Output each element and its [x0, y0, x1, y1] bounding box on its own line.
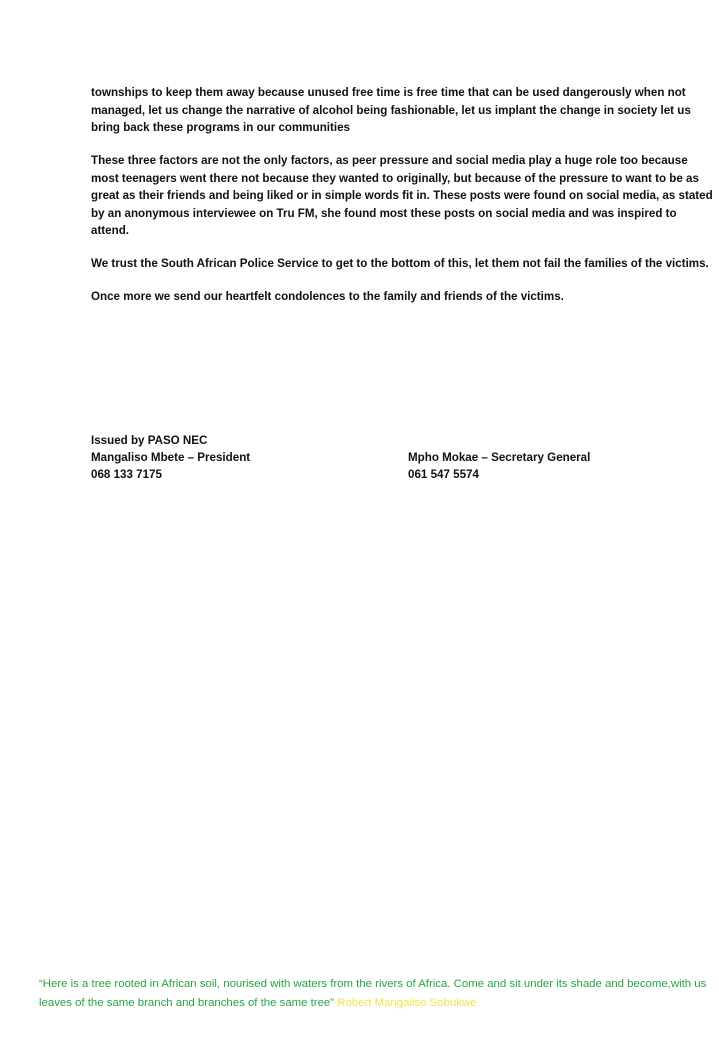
paragraph-townships: townships to keep them away because unused free time is free time that can be used dangerously when not managed, let us change the narrative of alcohol being fashionable, let us implant the change in society let us bring back these programs in our communities — [91, 86, 691, 134]
president-name: Mangaliso Mbete – President — [91, 451, 251, 464]
footer-quote-author: Robert Mangaliso Sobukwe — [337, 996, 477, 1009]
issued-by-line: Issued by PASO NEC — [91, 434, 208, 447]
signatory-names-row — [91, 449, 651, 466]
statement-body — [91, 84, 713, 321]
secretary-general-phone: 061 547 5574 — [408, 468, 479, 481]
signatory-phones-row — [91, 466, 651, 483]
paragraph-peer-pressure: These three factors are not the only factors, as peer pressure and social media play a huge role too because most teenagers went there not because they wanted to originally, but because of the pressure to want to be as great as their friends and being liked or in simple words fit in. These posts were found on social media, as stated by an anonymous interviewee on Tru FM, she found most these posts on social media and was inspired to attend. — [91, 154, 713, 237]
footer-quote-text: “Here is a tree rooted in African soil, nourised with waters from the rivers of Africa. Come and sit under its shade and become,with us leaves of the same branch and branches of the same tree” — [39, 978, 707, 1009]
footer-quote — [39, 975, 709, 1012]
president-phone: 068 133 7175 — [91, 468, 162, 481]
signature-block — [91, 432, 651, 483]
paragraph-condolences: Once more we send our heartfelt condolences to the family and friends of the victims. — [91, 290, 564, 303]
paragraph-police-trust: We trust the South African Police Service to get to the bottom of this, let them not fail the families of the victims. — [91, 257, 709, 270]
secretary-general-name: Mpho Mokae – Secretary General — [408, 451, 591, 464]
